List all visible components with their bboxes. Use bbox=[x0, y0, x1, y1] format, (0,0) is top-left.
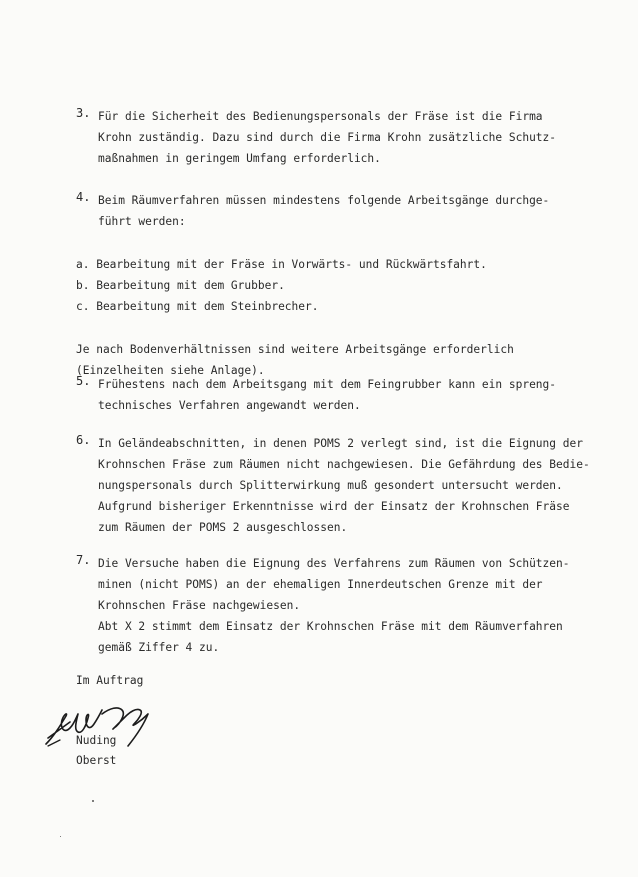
text-line: Für die Sicherheit des Bedienungspersonals der Fräse ist die Firma bbox=[98, 110, 543, 123]
text-line: Die Versuche haben die Eignung des Verfahrens zum Räumen von Schützen- bbox=[98, 557, 570, 570]
paragraph-body bbox=[98, 374, 576, 416]
text-line: gemäß Ziffer 4 zu. bbox=[98, 641, 220, 654]
text-line: nungspersonals durch Splitterwirkung muß gesondert untersucht werden. bbox=[98, 479, 563, 492]
paragraph-body bbox=[98, 553, 576, 658]
signatory-rank: Oberst bbox=[76, 754, 117, 767]
paragraph-body bbox=[98, 106, 576, 169]
paragraph-body bbox=[98, 433, 590, 538]
list-item: b. Bearbeitung mit dem Grubber. bbox=[76, 279, 285, 292]
signatory-name: Nuding bbox=[76, 734, 117, 747]
salutation: Im Auftrag bbox=[76, 674, 144, 687]
text-line: führt werden: bbox=[98, 215, 186, 228]
text-line: maßnahmen in geringem Umfang erforderlich. bbox=[98, 152, 381, 165]
paragraph-number: 6. bbox=[76, 433, 91, 447]
paragraph-number: 4. bbox=[76, 190, 91, 204]
note-line: Je nach Bodenverhältnissen sind weitere Arbeitsgänge erforderlich bbox=[76, 343, 514, 356]
paragraph-number: 3. bbox=[76, 106, 91, 120]
list-item: c. Bearbeitung mit dem Steinbrecher. bbox=[76, 300, 319, 313]
work-steps-list bbox=[76, 254, 576, 317]
text-line: minen (nicht POMS) an der ehemaligen Innerdeutschen Grenze mit der bbox=[98, 578, 543, 591]
text-line: Abt X 2 stimmt dem Einsatz der Krohnschen Fräse mit dem Räumverfahren bbox=[98, 620, 563, 633]
paragraph-number: 7. bbox=[76, 553, 91, 567]
text-line: Krohn zuständig. Dazu sind durch die Firma Krohn zusätzliche Schutz- bbox=[98, 131, 557, 144]
text-line: Frühestens nach dem Arbeitsgang mit dem Feingrubber kann ein spreng- bbox=[98, 378, 557, 391]
text-line: Krohnschen Fräse nachgewiesen. bbox=[98, 599, 301, 612]
text-line: In Geländeabschnitten, in denen POMS 2 verlegt sind, ist die Eignung der bbox=[98, 437, 583, 450]
scan-speck bbox=[92, 800, 94, 802]
text-line: Krohnschen Fräse zum Räumen nicht nachgewiesen. Die Gefährdung des Bedie- bbox=[98, 458, 590, 471]
text-line: Aufgrund bisheriger Erkenntnisse wird der Einsatz der Krohnschen Fräse bbox=[98, 500, 570, 513]
paragraph-number: 5. bbox=[76, 374, 91, 388]
text-line: technisches Verfahren angewandt werden. bbox=[98, 399, 361, 412]
handwritten-signature bbox=[40, 700, 170, 760]
list-item: a. Bearbeitung mit der Fräse in Vorwärts- und Rückwärtsfahrt. bbox=[76, 258, 487, 271]
paragraph-body bbox=[76, 190, 576, 381]
scan-speck bbox=[60, 836, 61, 837]
note-line: (Einzelheiten siehe Anlage). bbox=[76, 364, 265, 377]
text-line: zum Räumen der POMS 2 ausgeschlossen. bbox=[98, 521, 348, 534]
text-line: Beim Räumverfahren müssen mindestens folgende Arbeitsgänge durchge- bbox=[98, 194, 550, 207]
